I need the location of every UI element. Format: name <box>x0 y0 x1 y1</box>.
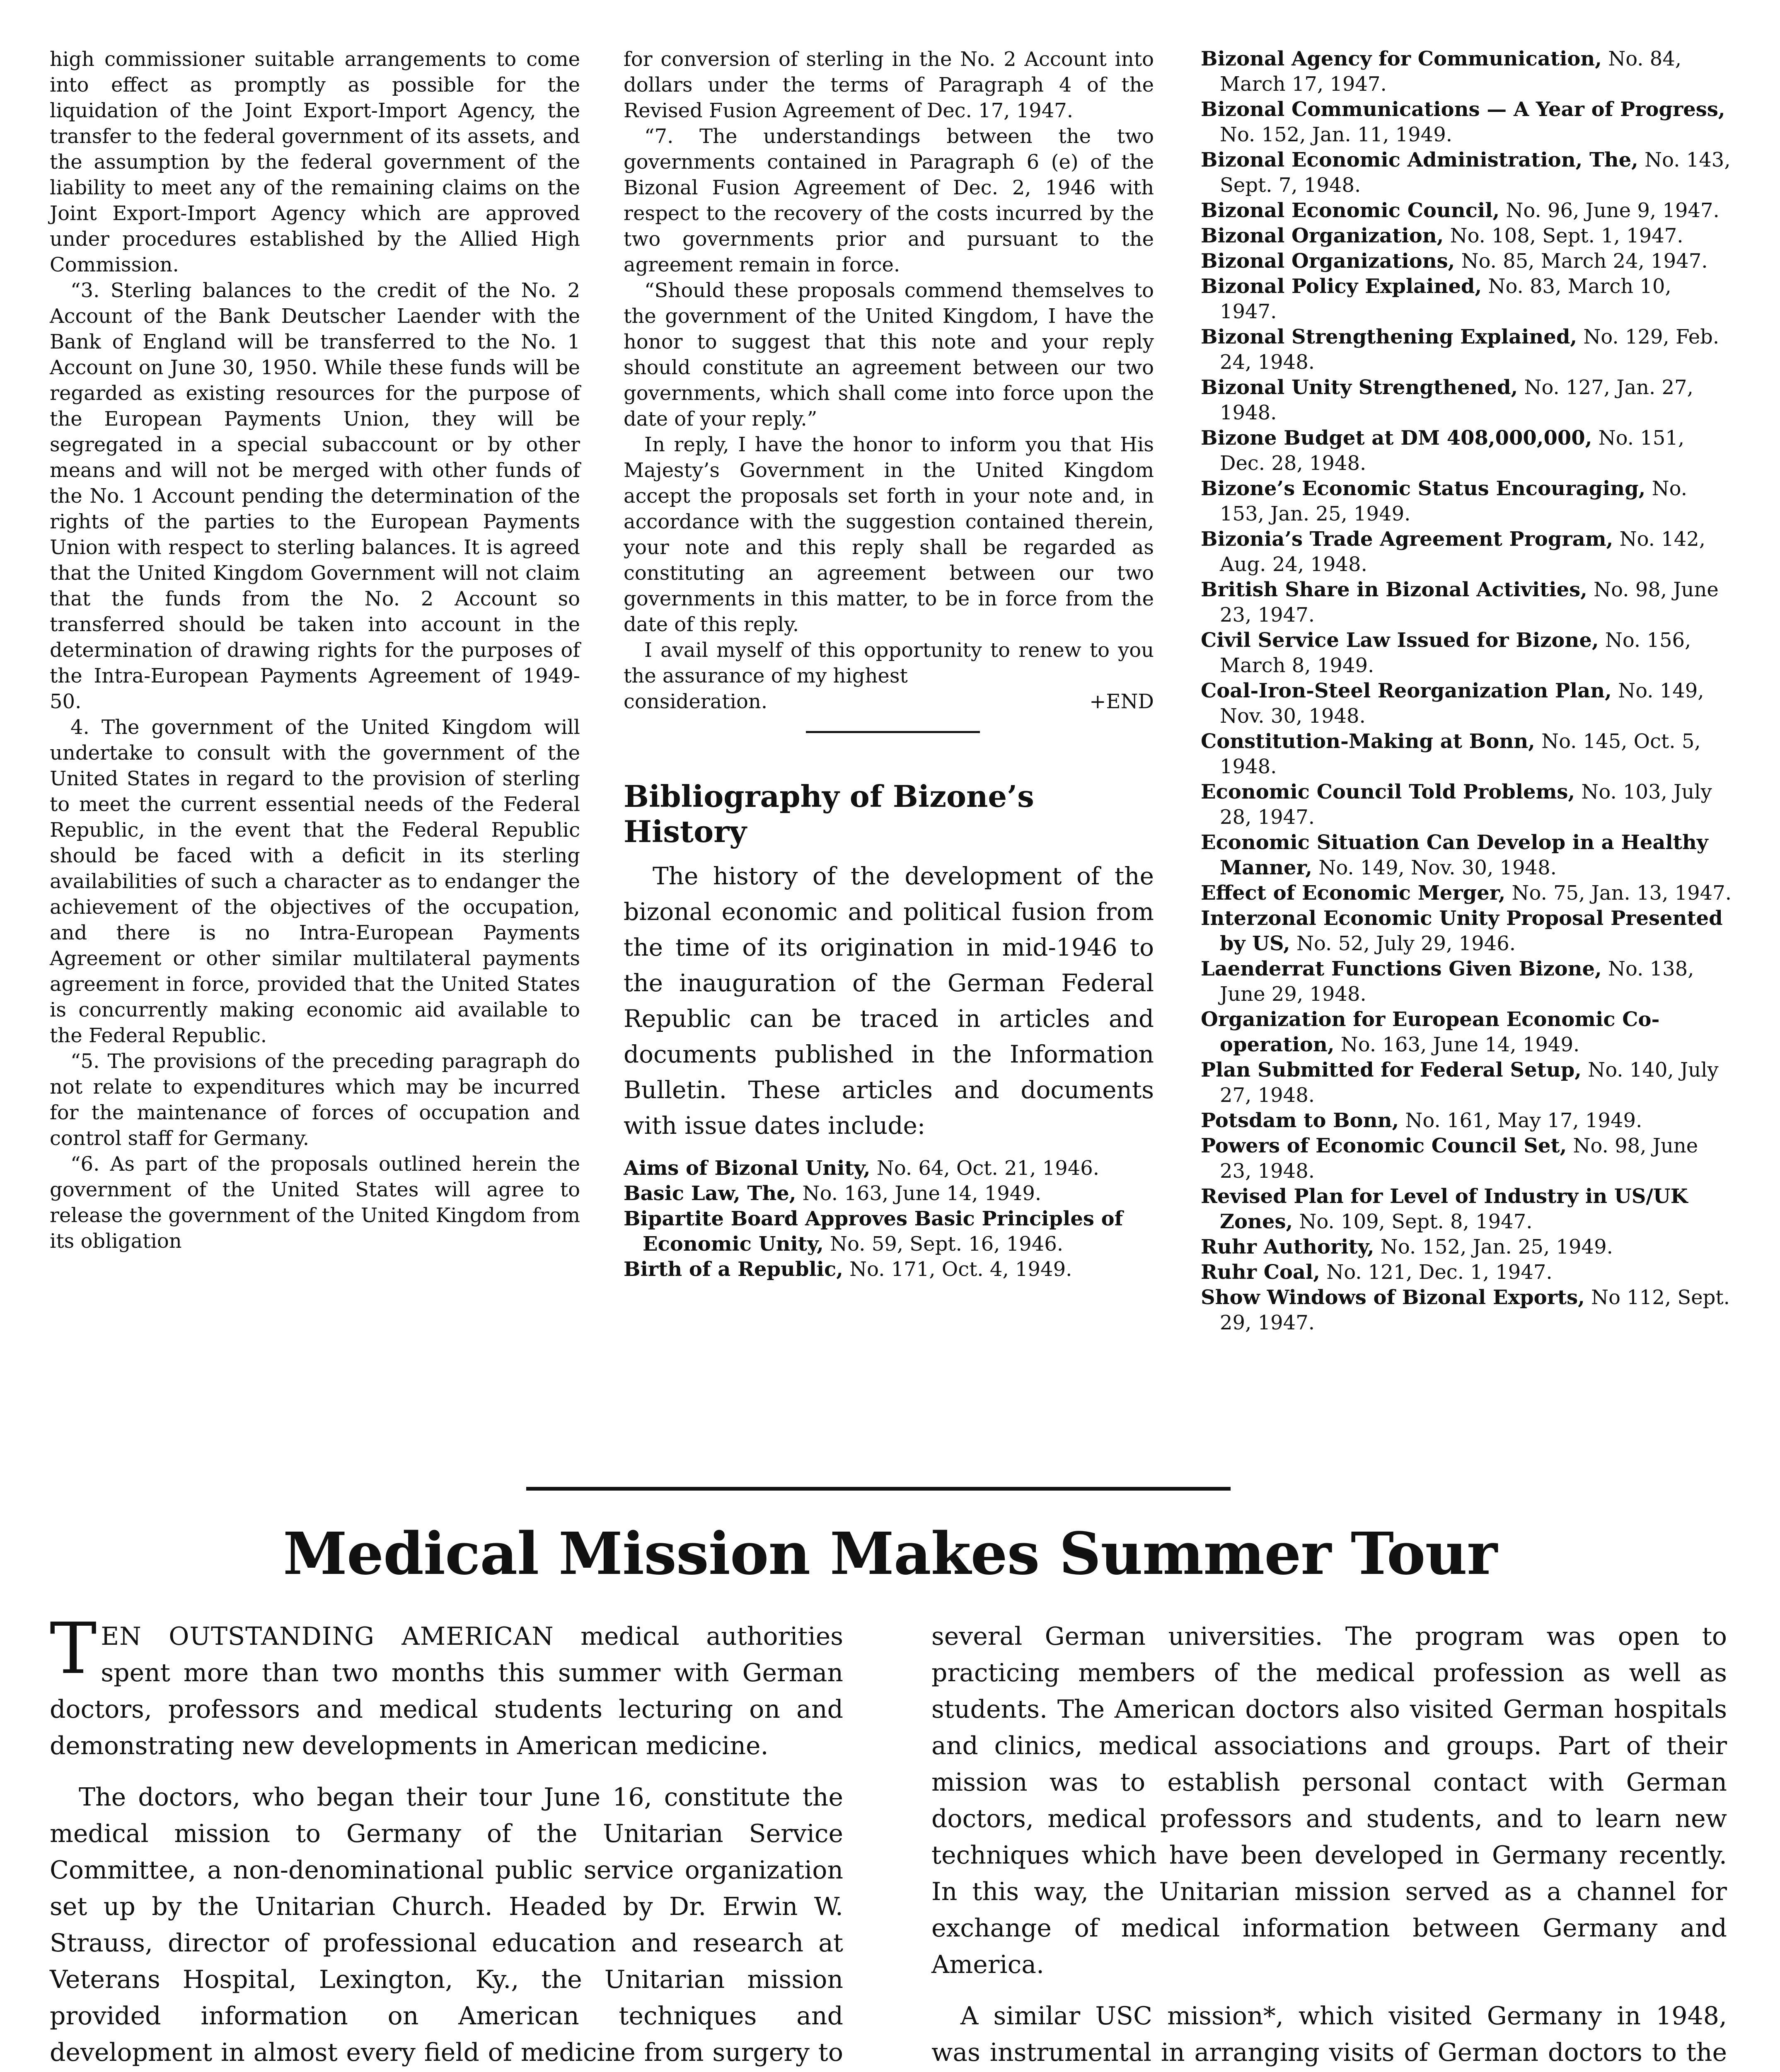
bibliography-entry <box>1201 577 1732 628</box>
bibliography-entry <box>1201 97 1732 148</box>
bibliography-entry <box>1201 1260 1732 1285</box>
entry-title: Organization for European Economic Co-operation, <box>1201 1008 1660 1056</box>
entry-title: Constitution-Making at Bonn, <box>1201 730 1535 753</box>
paragraph: “Should these proposals commend themselves to the government of the United Kingdom, I have the honor to suggest that this note and your reply should constitute an agreement between our two governments, which shall come into force upon the date of your reply.” <box>624 279 1154 431</box>
entry-title: Effect of Economic Merger, <box>1201 881 1506 905</box>
closing-word: consideration. <box>624 690 768 713</box>
bibliography-entry <box>624 1206 1154 1257</box>
bibliography-entry <box>1201 628 1732 678</box>
paragraph: “3. Sterling balances to the credit of the No. 2 Account of the Bank Deutscher Laender with the Bank of England will be transferred to the No. 1 Account on June 30, 1950. While these funds will be regarded as existing resources for the purpose of the European Payments Union, they will be segregated in a special subaccount or by other means and will not be merged with other funds of the No. 1 Account pending the determination of the rights of the parties to the European Payments Union with respect to sterling balances. It is agreed that the United Kingdom Government will not claim that the funds from the No. 2 Account so transferred should be taken into account in the determination of drawing rights for the purposes of the Intra-European Payments Agreement of 1949-50. <box>50 279 580 713</box>
entry-issue: No. 152, Jan. 25, 1949. <box>1374 1235 1613 1259</box>
bibliography-entry <box>1201 1184 1732 1234</box>
paragraph: In reply, I have the honor to inform you that His Majesty’s Government in the United Kingdom accept the proposals set forth in your note and, in accordance with the suggestion contained therein, your note and this reply shall be regarded as constituting an agreement between our two governments in this matter, to be in force from the date of this reply. <box>624 433 1154 636</box>
entry-title: Bizonal Strengthening Explained, <box>1201 325 1577 349</box>
entry-title: Bizonia’s Trade Agreement Program, <box>1201 528 1613 551</box>
lead-caps: EN OUTSTANDING AMERICAN <box>101 1622 554 1651</box>
entry-title: Coal-Iron-Steel Reorganization Plan, <box>1201 679 1612 702</box>
paragraph: high commissioner suitable arrangements to come into effect as promptly as possible for the liquidation of the Joint Export-Import Agency, the transfer to the federal government of its assets, and the assumption by the federal government of the liability to meet any of the remaining claims on the Joint Export-Import Agency which are approved under procedures established by the Allied High Commission. <box>50 48 580 276</box>
entry-issue: No. 163, June 14, 1949. <box>1334 1033 1580 1056</box>
entry-title: Show Windows of Bizonal Exports, <box>1201 1286 1585 1309</box>
paragraph: A similar USC mission*, which visited Germany in 1948, was instrumental in arranging visits of German doctors to the <box>931 2002 1727 2067</box>
entry-title: Bizonal Communications — A Year of Progress, <box>1201 98 1725 121</box>
bibliography-entry <box>1201 1007 1732 1058</box>
entry-issue: No. 145, Oct. 5, 1948. <box>1220 730 1701 778</box>
entry-title: Potsdam to Bonn, <box>1201 1109 1399 1132</box>
entry-issue: No. 151, Dec. 28, 1948. <box>1220 426 1685 475</box>
entry-issue: No. 152, Jan. 11, 1949. <box>1220 123 1452 146</box>
entry-issue: No. 142, Aug. 24, 1948. <box>1220 528 1706 576</box>
bibliography-intro: The history of the development of the bizonal economic and political fusion from the time of its origination in mid-1946 to the inauguration of the German Federal Republic can be traced in articles and documents published in the Information Bulletin. These articles and documents with issue dates include: <box>624 862 1154 1140</box>
bibliography-entry <box>1201 223 1732 249</box>
entry-title: Ruhr Coal, <box>1201 1261 1320 1284</box>
article-headline: Medical Mission Makes Summer Tour <box>283 1520 1497 1588</box>
entry-issue: No. 138, June 29, 1948. <box>1220 957 1694 1006</box>
entry-issue: No. 96, June 9, 1947. <box>1499 199 1720 222</box>
bibliography-entry <box>624 1257 1154 1282</box>
bibliography-entry <box>1201 956 1732 1007</box>
entry-title: Bipartite Board Approves Basic Principles of Economic Unity, <box>624 1207 1123 1256</box>
entry-issue: No. 64, Oct. 21, 1946. <box>870 1157 1100 1180</box>
bibliography-entry <box>1201 274 1732 324</box>
entry-issue: No. 163, June 14, 1949. <box>796 1182 1042 1205</box>
lead-paragraph <box>50 1608 843 1764</box>
entry-issue: No. 127, Jan. 27, 1948. <box>1220 376 1693 424</box>
paragraph: The doctors, who began their tour June 16, constitute the medical mission to Germany of the Unitarian Service Committee, a non-denominational public service organization set up by the Unitarian Church. Headed by Dr. Erwin W. Strauss, director of professional education and research at Veterans Hospital, Lexington, Ky., the Unitarian mission provided information on American techniques and development in almost every field of medicine from surgery to <box>50 1783 843 2067</box>
bibliography-entry <box>1201 830 1732 881</box>
bibliography-list-part-2 <box>1201 46 1732 1336</box>
section-divider <box>806 731 980 733</box>
entry-title: Civil Service Law Issued for Bizone, <box>1201 629 1599 652</box>
bibliography-entry <box>1201 678 1732 729</box>
entry-issue: No. 121, Dec. 1, 1947. <box>1320 1261 1553 1284</box>
entry-issue: No. 143, Sept. 7, 1948. <box>1220 148 1731 197</box>
bibliography-entry <box>1201 249 1732 274</box>
entry-title: British Share in Bizonal Activities, <box>1201 578 1587 601</box>
entry-issue: No. 84, March 17, 1947. <box>1220 47 1682 96</box>
paragraph: “6. As part of the proposals outlined herein the government of the United States will agree to release the government of the United Kingdom from its obligation <box>50 1152 580 1253</box>
entry-issue: No. 108, Sept. 1, 1947. <box>1444 224 1683 247</box>
left-column-text <box>50 46 580 1254</box>
drop-cap: T <box>50 1608 97 1690</box>
bibliography-list-part-1 <box>624 1156 1154 1282</box>
entry-title: Powers of Economic Council Set, <box>1201 1134 1567 1157</box>
paragraph: “5. The provisions of the preceding paragraph do not relate to expenditures which may be incurred for the maintenance of forces of occupation and control staff for Germany. <box>50 1050 580 1150</box>
entry-issue: No. 109, Sept. 8, 1947. <box>1293 1210 1533 1233</box>
article-column-right <box>931 1618 1727 2072</box>
entry-title: Economic Situation Can Develop in a Healthy Manner, <box>1201 831 1708 879</box>
bibliography-entry <box>624 1181 1154 1206</box>
bibliography-entry <box>1201 729 1732 779</box>
entry-issue: No. 83, March 10, 1947. <box>1220 275 1671 323</box>
entry-issue: No. 153, Jan. 25, 1949. <box>1220 477 1687 525</box>
paragraph: I avail myself of this opportunity to renew to you the assurance of my highest <box>624 639 1154 687</box>
entry-issue: No. 98, June 23, 1948. <box>1220 1134 1698 1183</box>
entry-title: Aims of Bizonal Unity, <box>624 1157 871 1180</box>
entry-issue: No. 156, March 8, 1949. <box>1220 629 1691 677</box>
entry-title: Economic Council Told Problems, <box>1201 780 1575 804</box>
entry-title: Bizone Budget at DM 408,000,000, <box>1201 426 1592 450</box>
entry-title: Ruhr Authority, <box>1201 1235 1374 1259</box>
entry-title: Bizonal Economic Council, <box>1201 199 1500 222</box>
entry-issue: No. 149, Nov. 30, 1948. <box>1220 679 1704 728</box>
closing-line <box>624 689 1154 714</box>
entry-title: Bizonal Agency for Communication, <box>1201 47 1602 70</box>
entry-title: Bizonal Economic Administration, The, <box>1201 148 1638 172</box>
bibliography-entry <box>1201 1234 1732 1260</box>
bibliography-title: Bibliography of Bizone’s History <box>624 779 1034 849</box>
entry-issue: No. 171, Oct. 4, 1949. <box>843 1258 1072 1281</box>
entry-title: Revised Plan for Level of Industry in US/UK Zones, <box>1201 1185 1688 1233</box>
lead-text: medical authorities spent more than two months this summer with German doctors, professors and medical students lecturing on and demonstrating new developments in American medicine. <box>50 1622 843 1760</box>
bibliography-entry <box>1201 906 1732 956</box>
middle-column <box>624 46 1154 1282</box>
entry-issue: No. 140, July 27, 1948. <box>1220 1058 1719 1107</box>
bibliography-entry <box>624 1156 1154 1181</box>
bibliography-entry <box>1201 375 1732 426</box>
entry-issue: No. 103, July 28, 1947. <box>1220 780 1712 829</box>
bibliography-entry <box>1201 324 1732 375</box>
bibliography-entry <box>1201 1058 1732 1108</box>
bibliography-entry <box>1201 1108 1732 1133</box>
bibliography-entry <box>1201 779 1732 830</box>
bibliography-entry <box>1201 527 1732 577</box>
entry-title: Plan Submitted for Federal Setup, <box>1201 1058 1582 1082</box>
end-mark: +END <box>1089 690 1154 713</box>
entry-title: Bizonal Policy Explained, <box>1201 275 1482 298</box>
entry-title: Bizonal Organization, <box>1201 224 1444 247</box>
entry-issue: No. 75, Jan. 13, 1947. <box>1505 881 1732 905</box>
bibliography-entry <box>1201 198 1732 223</box>
article-column-left <box>50 1608 843 2072</box>
article-separator-rule <box>526 1487 1231 1491</box>
paragraph: 4. The government of the United Kingdom will undertake to consult with the government of the United States in regard to the provision of sterling to meet the current essential needs of the Federal Republic, in the event that the Federal Republic should be faced with a deficit in its sterling availabilities of such a character as to endanger the achievement of the objectives of the occupation, and there is no Intra-European Payments Agreement or other similar multilateral payments agreement in force, provided that the United States is concurrently making economic aid available to the Federal Republic. <box>50 716 580 1047</box>
entry-title: Bizonal Unity Strengthened, <box>1201 376 1518 399</box>
bibliography-entry <box>1201 881 1732 906</box>
entry-title: Birth of a Republic, <box>624 1258 843 1281</box>
entry-title: Bizone’s Economic Status Encouraging, <box>1201 477 1646 500</box>
paragraph: for conversion of sterling in the No. 2 Account into dollars under the terms of Paragraph 4 of the Revised Fusion Agreement of Dec. 17, 1947. <box>624 48 1154 122</box>
bibliography-entry <box>1201 148 1732 198</box>
entry-issue: No. 59, Sept. 16, 1946. <box>823 1232 1064 1256</box>
entry-title: Basic Law, The, <box>624 1182 796 1205</box>
bibliography-entry <box>1201 1133 1732 1184</box>
entry-issue: No. 149, Nov. 30, 1948. <box>1312 856 1557 879</box>
entry-issue: No. 129, Feb. 24, 1948. <box>1220 325 1720 374</box>
entry-title: Bizonal Organizations, <box>1201 249 1455 273</box>
bibliography-entry <box>1201 476 1732 527</box>
paragraph: several German universities. The program was open to practicing members of the medical profession as well as students. The American doctors also visited German hospitals and clinics, medical associations and groups. Part of their mission was to establish personal contact with German doctors, medical professors and students, and to learn new techniques which have been developed in Germany recently. In this way, the Unitarian mission served as a channel for exchange of medical information between Germany and America. <box>931 1622 1727 1979</box>
entry-issue: No. 52, July 29, 1946. <box>1290 932 1516 955</box>
entry-title: Interzonal Economic Unity Proposal Presented by US, <box>1201 907 1723 955</box>
entry-title: Laenderrat Functions Given Bizone, <box>1201 957 1602 980</box>
bibliography-entry <box>1201 1285 1732 1336</box>
entry-issue: No. 85, March 24, 1947. <box>1455 249 1708 273</box>
entry-issue: No. 161, May 17, 1949. <box>1399 1109 1642 1132</box>
bibliography-entry <box>1201 426 1732 476</box>
entry-issue: No. 98, June 23, 1947. <box>1220 578 1719 627</box>
entry-issue: No 112, Sept. 29, 1947. <box>1220 1286 1730 1334</box>
paragraph: “7. The understandings between the two governments contained in Paragraph 6 (e) of the Bizonal Fusion Agreement of Dec. 2, 1946 with respect to the recovery of the costs incurred by the two governments prior and pursuant to the agreement remain in force. <box>624 125 1154 276</box>
bibliography-entry <box>1201 46 1732 97</box>
